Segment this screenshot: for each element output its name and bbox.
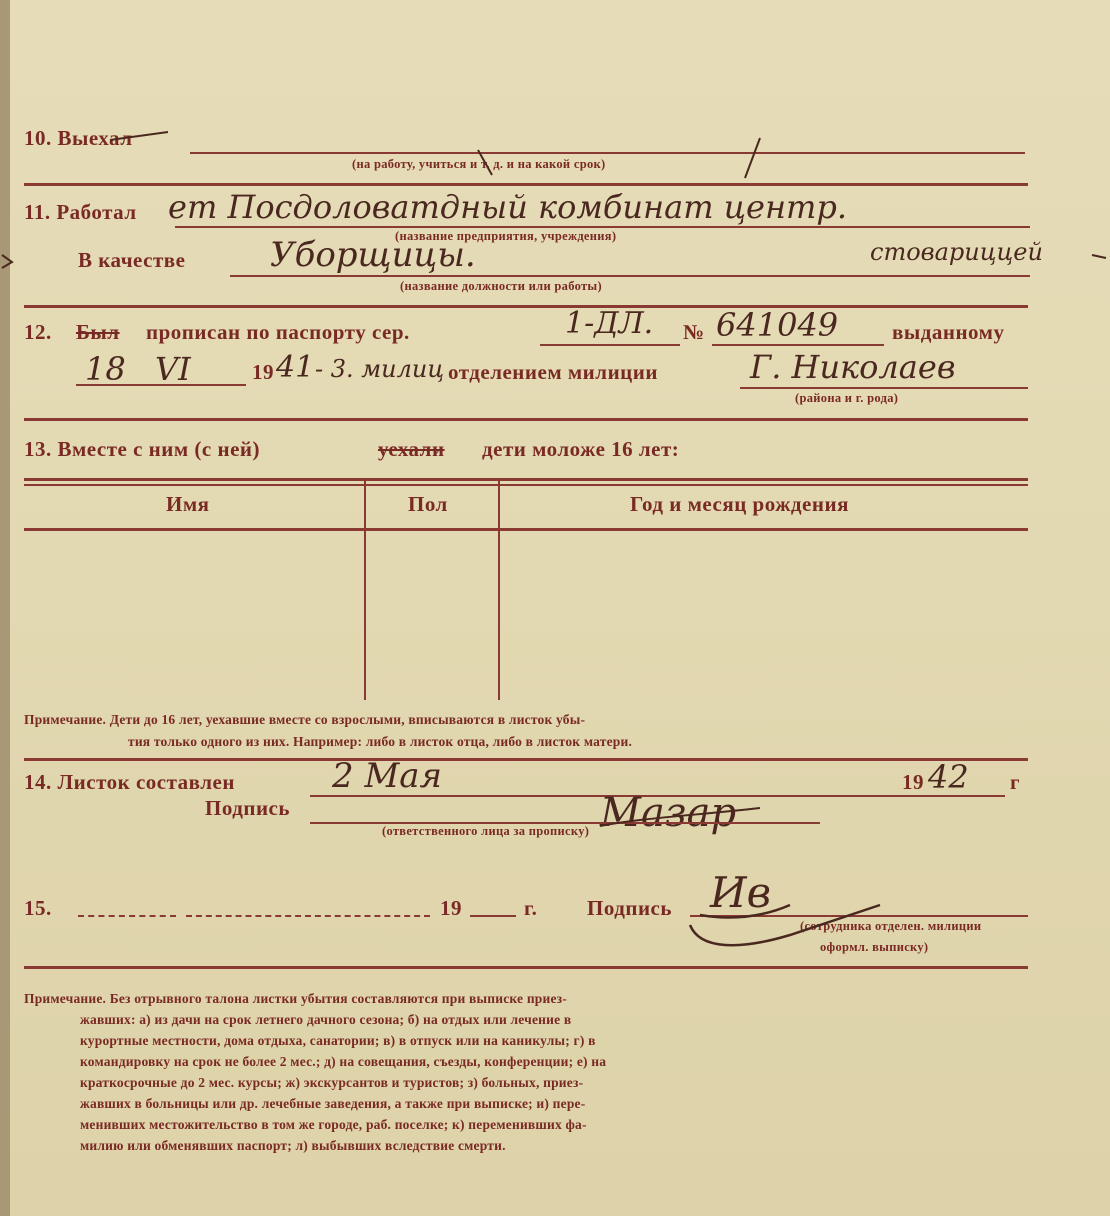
- issue-month-handwritten: VI: [155, 350, 191, 388]
- margin-tick-2: [1092, 255, 1106, 258]
- section-10-strike: [110, 132, 760, 178]
- footnote-line: менивших местожительство в том же городе, раб. поселке; к) переменивших фа-: [80, 1117, 587, 1132]
- section-13-label-a: 13. Вместе с ним (с ней): [24, 437, 260, 461]
- employer-handwritten: ет Посдоловатдный комбинат центр.: [168, 188, 848, 226]
- section-15-sign-label: Подпись: [587, 896, 672, 920]
- passport-number-sign: №: [683, 320, 705, 344]
- city-caption: (района и г. рода): [795, 391, 899, 405]
- section-15-year-suffix: г.: [524, 896, 538, 920]
- section-15-caption-1: (сотрудника отделен. милиции: [800, 919, 982, 933]
- section-12-number: 12.: [24, 320, 52, 344]
- police-dept-label: отделением милиции: [448, 360, 658, 384]
- footnote-line: командировку на срок не более 2 мес.; д) на совещания, съезды, конференции; е) на: [80, 1054, 607, 1069]
- section-15-year-prefix: 19: [440, 896, 462, 920]
- footnote-line: жавших в больницы или др. лечебные заведения, а также при выписке; и) пере-: [80, 1096, 586, 1111]
- section-10-label: 10. Выехал: [24, 126, 133, 150]
- section-15-label: 15.: [24, 896, 52, 920]
- footnote-line: Примечание. Без отрывного талона листки убытия составляются при выписке приез-: [24, 991, 568, 1006]
- city-handwritten: Г. Николаев: [750, 348, 956, 386]
- compiled-date-handwritten: 2 Мая: [332, 756, 443, 796]
- employer-caption: (название предприятия, учреждения): [395, 229, 617, 243]
- section-12-struck-word: Был: [76, 320, 120, 344]
- section-14-label: 14. Листок составлен: [24, 770, 235, 794]
- compiled-year-suffix: г: [1010, 770, 1021, 794]
- position-handwritten: Уборщицы.: [270, 235, 476, 275]
- compiled-year-prefix: 19: [902, 770, 924, 794]
- margin-tick-1: [2, 255, 12, 268]
- column-birth-header: Год и месяц рождения: [630, 492, 849, 516]
- footnote-line: краткосрочные до 2 мес. курсы; ж) экскурсантов и туристов; з) больных, приез-: [80, 1075, 584, 1090]
- issue-day-handwritten: 18: [85, 350, 126, 388]
- section-14-caption: (ответственного лица за прописку): [382, 824, 590, 838]
- signature-flourish-14: [600, 808, 760, 826]
- footnote-line: милию или обменявших паспорт; л) выбывших вследствие смерти.: [80, 1138, 506, 1153]
- section-10-caption: (на работу, учиться и т. д. и на какой срок): [352, 157, 606, 171]
- position-extra-handwritten: стовариццей: [870, 238, 1043, 266]
- column-name-header: Имя: [166, 492, 210, 516]
- police-dept-handwritten: - 3. милиц: [315, 355, 445, 383]
- section-15-caption-2: оформл. выписку): [820, 940, 929, 954]
- compiled-year-handwritten: 42: [928, 758, 969, 796]
- section-12-label: прописан по паспорту сер.: [146, 320, 410, 344]
- officer-signature-handwritten: Ив: [710, 868, 772, 917]
- responsible-signature-handwritten: Мазар: [600, 790, 737, 836]
- section-11-label: 11. Работал: [24, 200, 137, 224]
- signature-flourish-15: [690, 905, 880, 945]
- position-label: В качестве: [78, 248, 186, 272]
- section-13-struck-word: уехали: [378, 437, 445, 461]
- column-sex-header: Пол: [408, 492, 448, 516]
- section-13-note-2: тия только одного из них. Например: либо в листок отца, либо в листок матери.: [128, 734, 633, 749]
- position-caption: (название должности или работы): [400, 279, 602, 293]
- section-13-note-1: Примечание. Дети до 16 лет, уехавшие вместе со взрослыми, вписываются в листок убы-: [24, 712, 586, 727]
- section-14-sign-label: Подпись: [205, 796, 290, 820]
- issue-year-handwritten: 41: [276, 350, 315, 385]
- section-13-label-b: дети моложе 16 лет:: [482, 437, 680, 461]
- footnote-line: курортные местности, дома отдыха, санатории; в) в отпуск или на каникулы; г) в: [80, 1033, 596, 1048]
- footnote-line: жавших: а) из дачи на срок летнего дачного сезона; б) на отдых или лечение в: [80, 1012, 572, 1027]
- passport-series-handwritten: 1-ДЛ.: [565, 306, 654, 341]
- passport-issued-label: выданному: [892, 320, 1005, 344]
- issue-year-prefix: 19: [252, 360, 274, 384]
- passport-number-handwritten: 641049: [716, 306, 839, 344]
